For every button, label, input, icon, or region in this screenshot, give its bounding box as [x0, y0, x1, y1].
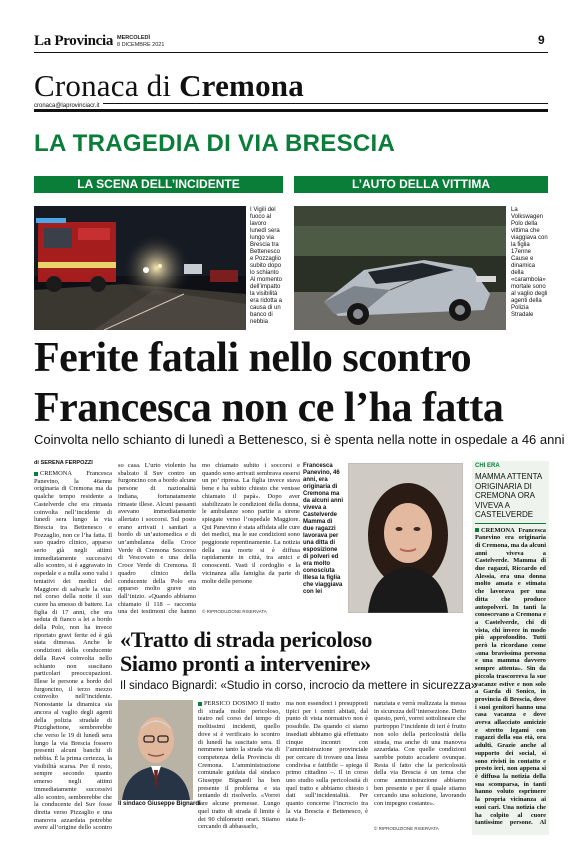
main-subhead: Coinvolta nello schianto di lunedì a Bettenesco, si è spenta nella notte in ospedale a 46 anni	[34, 432, 565, 447]
accident-scene-photo	[34, 206, 246, 330]
article1-col1-text: CREMONA Francesca Panevino, la 46enne originaria di Cremona ma da qualche tempo residente a Castelverde che era rimasta coinvolta nell’incidente di lunedì sera lungo la via Brescia tra Bettenesco e Pozzaglio, non ce l’ha fatta. Il suo quadro clinico, apparso serio già negli attimi immediatamente successivi allo scontro, si è aggravato in ospedale e a nulla sono valsi i tentativi dei medici del Maggiore di salvarle la vita: nel corso della notte il suo cuore ha smesso di battere. La figlia di 17 anni, che era seduta di fianco a lei a bordo della Polo, non ha invece riportato gravi ferite ed è già stata dimessa. Anche le condizioni della conducente della Rav4 coinvolta nello schianto non suscitano particolari preoccupazioni. Illese le persone a bordo del furgoncino, il terzo mezzo coinvolto nell’incidente. Nonostante la dinamica sia ancora al vaglio degli agenti della polizia stradale di Pizzighettone, sembrerebbe che verso le 19 di lunedì sera lungo la via Brescia fossero presenti alcuni banchi di nebbia. È la prima certezza, la visibilità scarsa. Per il resto, sempre secondo quanto emerso negli attimi immediatamente successivi allo scontro, sembrerebbe che la conducente del Suv fosse diretta verso Pizzaglio e una manovra azzardata potrebbe avere all’origine dello scontro	[34, 470, 112, 830]
section-marker-icon	[34, 472, 38, 476]
article2-col1-text: PERSICO DOSIMO Il tratto di strada molto pericoloso, teatro nel corso del tempo di moltissimi incidenti, quello dove si è verificato lo scontro di lunedì ha suscitato sera. Il nemmeno tanto la strada via di competenza della Provincia di Cremona. L’amministrazione comunale guidata dal sindaco Giuseppe Bignardi ha ben presente il problema e sta tentando di risolverlo. «Vorrei fare alcune premesse. Lungo quel tratto di strada il limite è dei 90 chilometri orari. Stiamo cercando di abbassarlo,	[198, 700, 280, 830]
mayor-caption: Il sindaco Giuseppe Bignardi	[118, 801, 201, 807]
article2-col2: ma non essendoci i presupposti tipici per i centri abitati, dal punto di vista normativo non è possibile. Da quando ci siamo insediati abbiamo già effettuato cinque incontri con l’amministrazione provinciale per cercare di trovare una linea condivisa e fattibile – spiega il primo cittadino –. Il in corso uno studio sulla pericolosità di quel tratto e abbiamo chiesto i dati sull’incidentalità. Per quanto concerne l’incrocio tra la via Brescia e Bettenesco, è stata fi-	[286, 700, 368, 823]
victim-portrait-illustration	[348, 463, 463, 613]
sidebox-chi-era	[472, 461, 549, 835]
masthead-logo: La Provincia	[34, 33, 114, 49]
sidebox-body-text: CREMONA Francesca Panevino era originaria di Cremona, ma da alcuni anni viveva a Castelverde. Mamma di due ragazzi, Riccardo ed Alessia, era una donna molto amata e stimata che lavorava per una ditta che produce autopolveri. In tanti la conoscevano a Cremona e a Castelverde, chi di vista, chi invece in modo più approfondito. Tutti però la ricordano come «una bravissima persona e una mamma davvero sempre attenta». Sin da piccola trascorreva la sue vacanze estive e non solo a Garda di Sonico, in provincia di Brescia, dove i suoi genitori hanno una casa vacanza e dove aveva allacciato amicizie e stretto legami con ragazzi della sua età, ora adulti. Grazie anche al supporto dei social, si sono rivisti in contatto e presto ieri, non appena si è diffusa la notizia della sua scomparsa, in tanti hanno voluto esprimere la propria vicinanza ai suoi cari. Una notizia che ha colpito al cuore tantissime persone. Al	[475, 526, 546, 827]
caption-scene: I Vigili del fuoco al lavoro lunedì sera lungo via Brescia tra Bettenesco e Pozzaglio subito dopo lo schianto Al momento dell’impatto la visibilità era ridotta a causa di un banco di nebbia	[250, 207, 283, 325]
portrait-caption: Francesca Panevino, 46 anni, era originaria di Cremona ma da alcuni anni viveva a Castelverde Mamma di due ragazzi lavorava per una ditta di esposizione di polveri ed era molto conosciuta Illesa la figlia che viaggiava con lei	[303, 463, 344, 595]
accident-scene-illustration	[34, 206, 246, 330]
section-marker-icon	[198, 702, 202, 706]
page-number: 9	[538, 33, 545, 47]
section-email-link[interactable]: cronaca@laprovinciacr.it	[34, 103, 103, 109]
mayor-photo-illustration	[118, 700, 193, 800]
article-byline: di SERENA FERPOZZI	[34, 460, 93, 466]
label-scene: LA SCENA DELL’INCIDENTE	[34, 176, 283, 193]
article2-col3: nanziata e verrà realizzata la messa in sicurezza dell’intersezione. Detto questo, però, vorrei sottolineare che purtroppo l’incidente di ieri è frutto non solo della pericolosità della strada, ma anche di una manovra azzardata. Con quelle condizioni sarebbe potuto accadere ovunque. Resta il fatto che la pericolosità della via Brescia è un tema che come amministrazione abbiamo ben presente e per il quale stiamo cercando una soluzione, lavorando con impegno costante».	[374, 700, 466, 808]
second-headline-line1: «Tratto di strada pericoloso	[120, 627, 373, 652]
section-prefix: Cronaca di	[34, 68, 180, 103]
sidebox-headline: MAMMA ATTENTA ORIGINARIA DI CREMONA ORA VIVEVA A CASTELVERDE	[475, 472, 542, 519]
masthead-date	[117, 35, 164, 48]
article2-col1	[198, 700, 280, 830]
second-headline-line2: Siamo pronti a intervenire»	[120, 651, 371, 676]
article1-col1	[34, 470, 112, 830]
main-headline-line1: Ferite fatali nello scontro	[34, 335, 472, 381]
sidebox-title: CHI ERA	[475, 463, 500, 469]
caption-car: La Volkswagen Polo della vittima che viaggiava con la figlia 17enne Cause e dinamica della «carambola» mortale sono al vaglio degli agenti della Polizia Stradale	[511, 207, 548, 318]
section-marker-icon	[475, 528, 479, 532]
victim-car-illustration	[294, 206, 506, 330]
article1-col3: mo chiamato subito i soccorsi e quando sono arrivati sembrava essersi un po’ ripresa. La figlia invece stava bene e ha subito chiesto che venisse chiamato il papà». Dopo aver stabilizzato le condizioni della donna, le ambulanze sono partite a sirene spiegate verso l’ospedale Maggiore. Qui Panevino è stata affidata alle cure dei medici, ma le sue condizioni sono peggiorate repentinamente. La notizia della sua morte si è diffusa rapidamente in città, tra amici e conoscenti. Vasti il cordoglio e la vicinanza alla famiglia da parte di molte delle persone	[202, 462, 300, 585]
second-subhead: Il sindaco Bignardi: «Studio in corso, incrocio da mettere in sicurezza»	[120, 680, 478, 692]
sidebox-body	[475, 527, 546, 827]
article1-credit: © RIPRODUZIONE RISERVATA	[202, 609, 267, 614]
victim-car-photo	[294, 206, 506, 330]
section-city: Cremona	[179, 68, 304, 103]
article2-credit: © RIPRODUZIONE RISERVATA	[374, 826, 439, 831]
section-rule	[34, 103, 548, 112]
masthead-rule	[34, 52, 548, 53]
victim-portrait	[348, 463, 463, 613]
mayor-photo	[118, 700, 193, 800]
article1-col2: so casa. L’urto violento ha sbalzato il Suv contro un furgoncino con a bordo alcune persone di nazionalità indiana, fortunatamente rimaste illese. Alcuni passanti avevano immediatamente allertato i soccorsi. Sul posto erano arrivati i sanitari a bordo di un’automedica e di un’ambulanza della Croce Verde di Cremona Soccorso di Vescovato e una della Croce Verde di Cremona. Il quadro clinico della conducente della Polo era apparso molto grave sin dall’inizio. «Quando abbiamo chiamato il 118 – racconta una dei testimoni che hanno	[118, 462, 196, 614]
masthead-day: MERCOLEDÌ	[117, 35, 150, 41]
label-car: L’AUTO DELLA VITTIMA	[294, 176, 548, 193]
masthead-date-text: 8 DICEMBRE 2021	[117, 41, 165, 48]
main-headline-line2: Francesca non ce l’ha fatta	[34, 385, 504, 431]
section-title	[34, 68, 304, 104]
page-kicker: LA TRAGEDIA DI VIA BRESCIA	[34, 130, 396, 157]
